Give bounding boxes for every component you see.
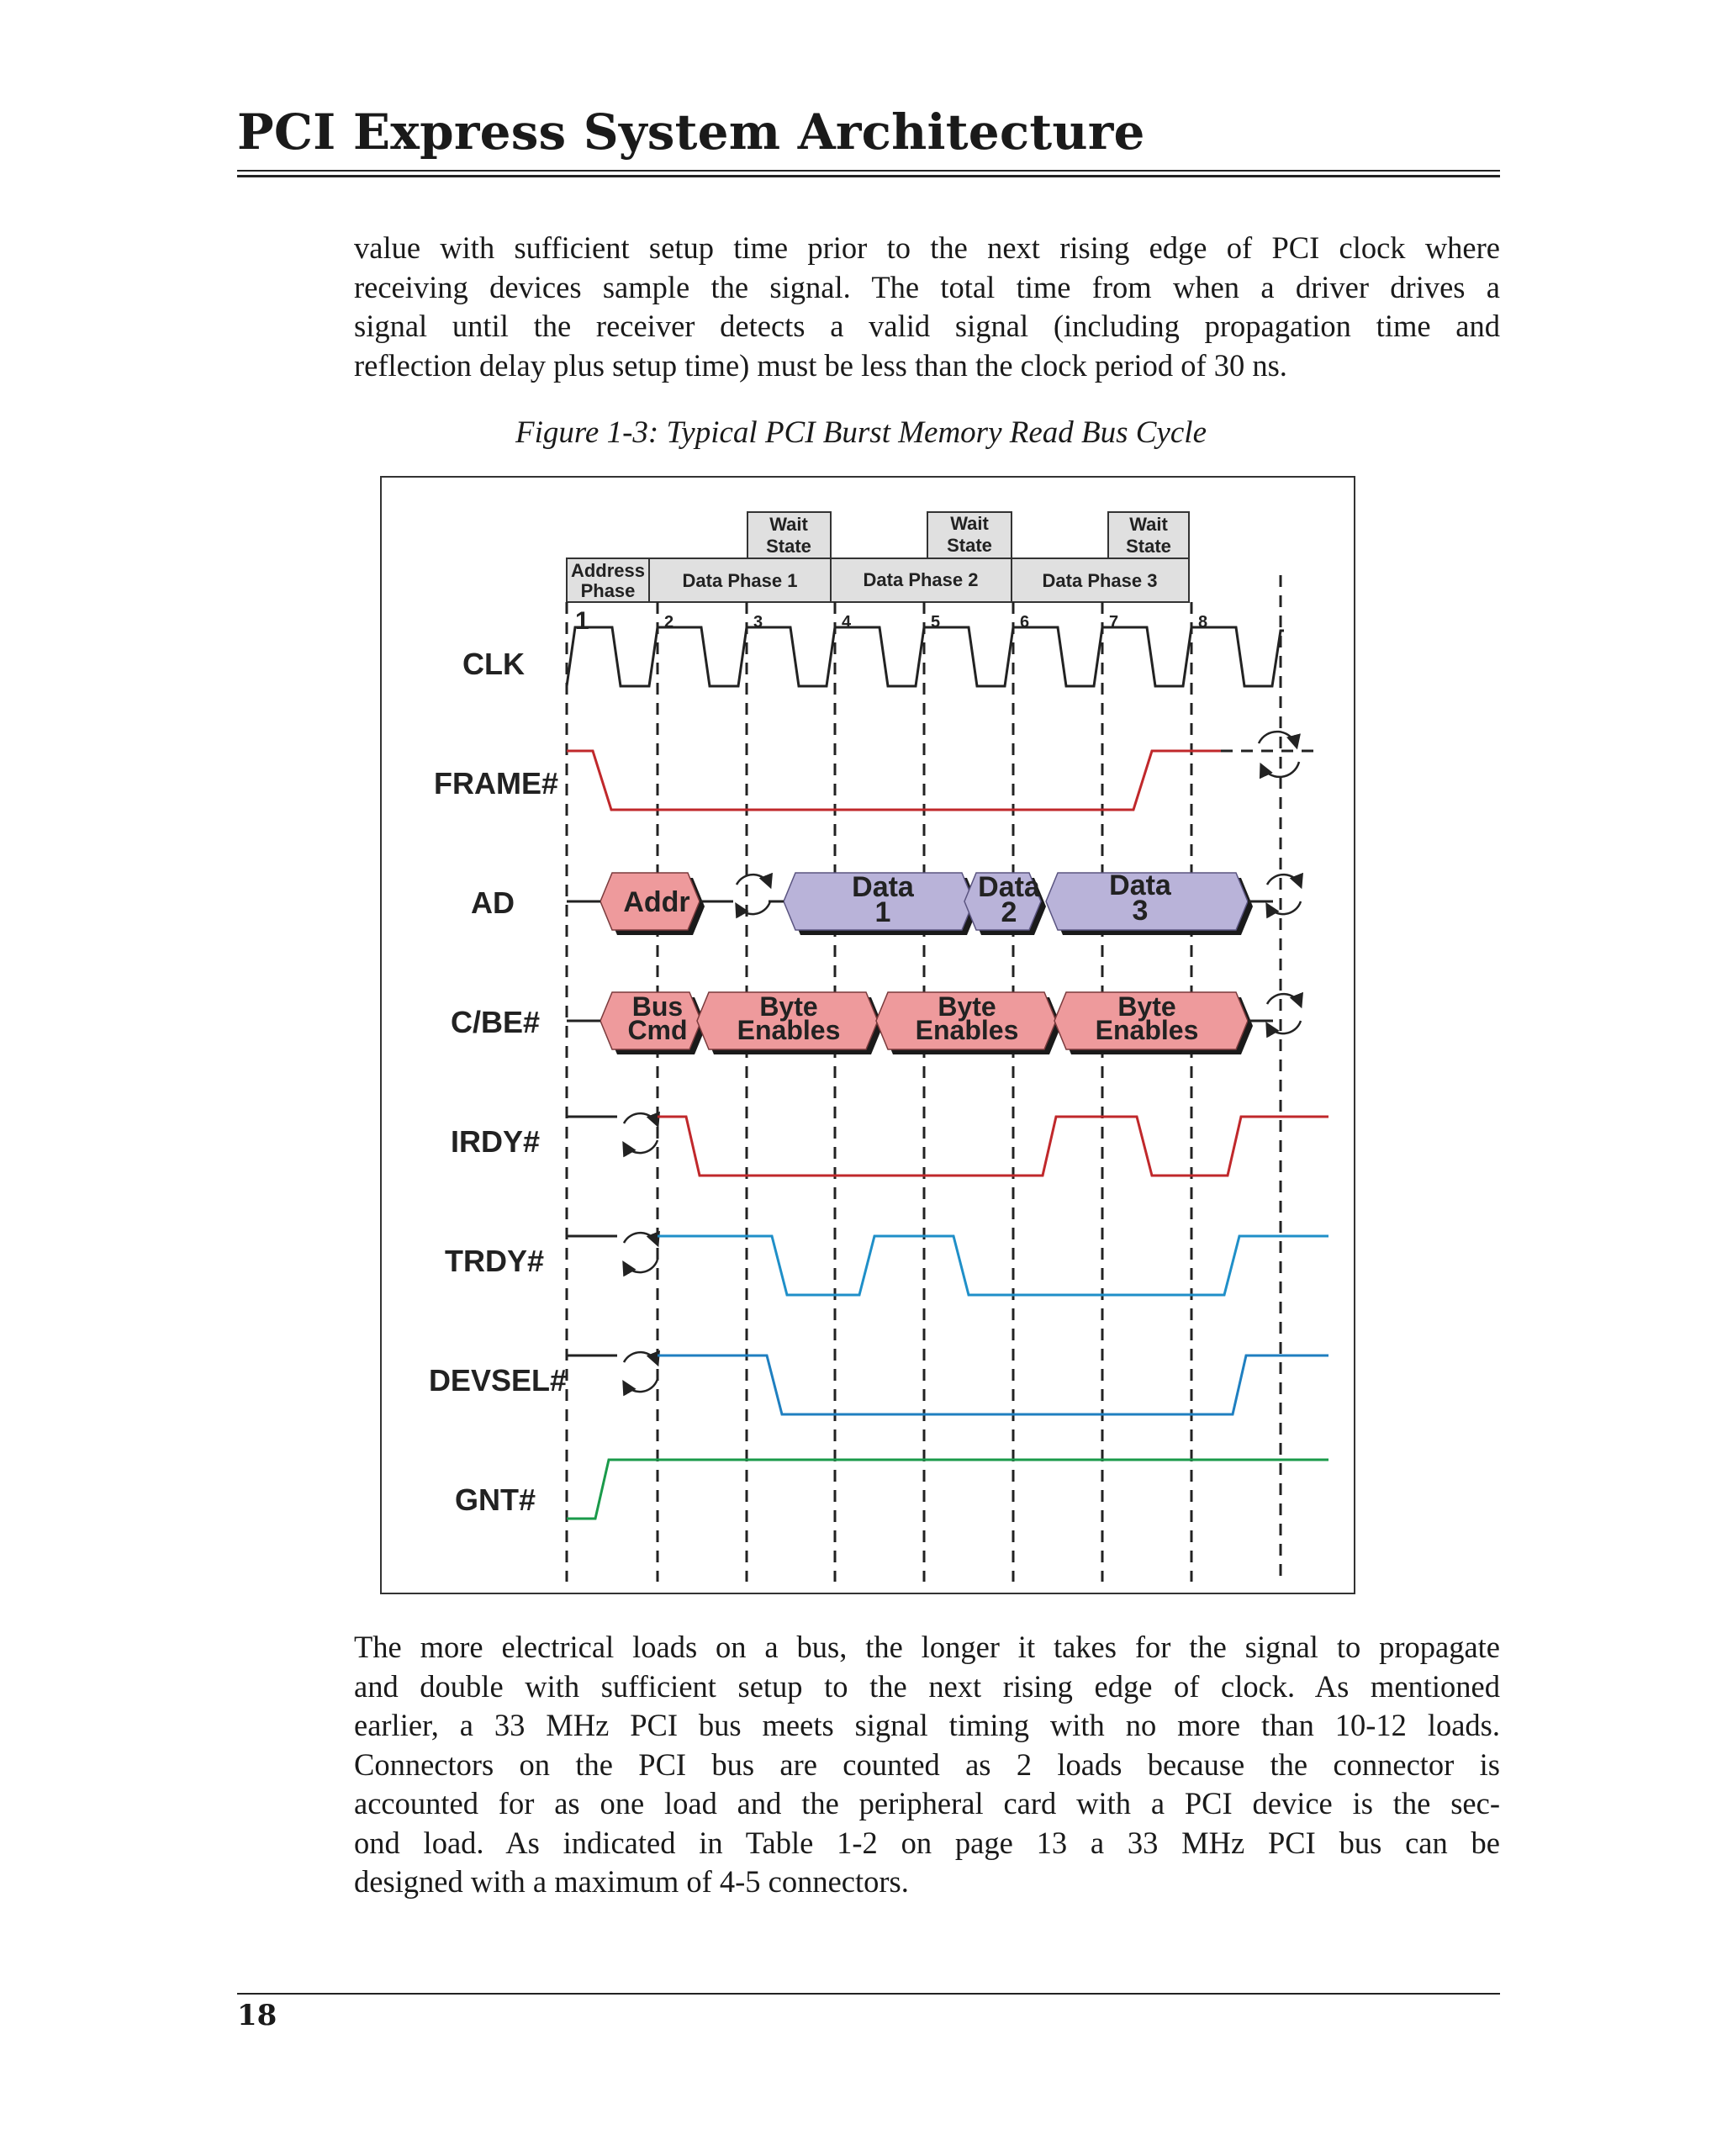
paragraph-bottom-line: Connectors on the PCI bus are counted as 2 loads because the connector is: [354, 1746, 1500, 1782]
timing-diagram-svg: [380, 476, 1355, 1594]
wait-state-label: State: [766, 536, 811, 557]
clock-edge-number: 3: [753, 613, 763, 631]
clock-edge-number: 7: [1109, 613, 1119, 631]
ad-data1-label: 1: [874, 896, 891, 928]
paragraph-bottom: [354, 1628, 1500, 1902]
address-phase-label: Phase: [580, 580, 636, 601]
signal-label-cbe: C/BE#: [450, 1005, 540, 1039]
signal-label-devsel: DEVSEL#: [428, 1363, 567, 1398]
footer-rule: [237, 1993, 1500, 1995]
paragraph-bottom-line: ond load. As indicated in Table 1-2 on page 13 a 33 MHz PCI bus can be: [354, 1825, 1500, 1860]
clock-edge-number: 6: [1020, 613, 1030, 631]
paragraph-top-line: receiving devices sample the signal. The total time from when a driver drives a: [354, 269, 1500, 304]
ad-data2-label: Data: [978, 871, 1040, 903]
running-header-title: PCI Express System Architecture: [237, 103, 1145, 161]
data-phase-1-label: Data Phase 1: [682, 570, 798, 591]
header-rule-bottom: [237, 175, 1500, 177]
wait-state-label: State: [947, 535, 992, 556]
paragraph-bottom-line: accounted for as one load and the peripheral card with a PCI device is the sec-: [354, 1786, 1500, 1820]
cbe-bus-cmd-label: Cmd: [627, 1015, 688, 1045]
data-phase-2-label: Data Phase 2: [863, 569, 979, 590]
paragraph-bottom-line: designed with a maximum of 4-5 connectors.: [354, 1864, 909, 1899]
paragraph-bottom-line: and double with sufficient setup to the next rising edge of clock. As mentioned: [354, 1668, 1500, 1704]
paragraph-top-line: signal until the receiver detects a valid signal (including propagation time and: [354, 309, 1500, 343]
paragraph-bottom-line: The more electrical loads on a bus, the longer it takes for the signal to propagate: [354, 1630, 1500, 1664]
ad-addr-label: Addr: [623, 886, 690, 918]
paragraph-top: [354, 229, 1500, 385]
wait-state-label: Wait: [769, 514, 808, 535]
clock-edge-number: 8: [1198, 613, 1208, 631]
ad-data2-label: 2: [1001, 896, 1017, 928]
cbe-byte-enables-label: Byte: [938, 991, 996, 1022]
signal-label-irdy: IRDY#: [450, 1124, 540, 1159]
clock-edge-number: 2: [664, 613, 674, 631]
paragraph-top-line: reflection delay plus setup time) must be less than the clock period of 30 ns.: [354, 347, 1287, 383]
signal-label-frame: FRAME#: [433, 766, 558, 801]
clock-edge-number: 5: [931, 613, 941, 631]
cbe-byte-enables-label: Byte: [759, 991, 818, 1022]
paragraph-bottom-line: earlier, a 33 MHz PCI bus meets signal timing with no more than 10-12 loads.: [354, 1708, 1500, 1742]
page-number: 18: [237, 1999, 277, 2032]
address-phase-label: Address: [570, 560, 646, 581]
paragraph-top-line: value with sufficient setup time prior to the next rising edge of PCI clock where: [354, 230, 1500, 265]
clock-edge-number: 4: [842, 613, 852, 631]
cbe-bus-cmd-label: Bus: [631, 991, 684, 1022]
cbe-byte-enables-label: Enables: [1095, 1015, 1199, 1045]
signal-label-ad: AD: [471, 885, 515, 920]
clock-edge-number: 1: [575, 607, 589, 635]
cbe-bus: [567, 991, 1273, 1054]
wait-state-label: Wait: [950, 513, 989, 534]
timing-diagram: [380, 476, 1355, 1594]
cbe-byte-enables-label: Byte: [1117, 991, 1176, 1022]
wait-state-label: Wait: [1129, 514, 1168, 535]
signal-label-clk: CLK: [462, 647, 525, 681]
signal-label-gnt: GNT#: [454, 1482, 536, 1517]
cbe-byte-enables-label: Enables: [737, 1015, 841, 1045]
data-phase-3-label: Data Phase 3: [1042, 570, 1158, 591]
figure-caption: Figure 1-3: Typical PCI Burst Memory Read Bus Cycle: [515, 415, 1207, 450]
ad-bus: [567, 869, 1273, 935]
ad-data1-label: Data: [852, 871, 914, 903]
header-rule-top: [237, 170, 1500, 172]
wait-state-label: State: [1126, 536, 1171, 557]
ad-data3-label: Data: [1109, 869, 1171, 901]
cbe-byte-enables-label: Enables: [915, 1015, 1019, 1045]
signal-label-trdy: TRDY#: [444, 1244, 544, 1278]
ad-data3-label: 3: [1132, 895, 1149, 927]
